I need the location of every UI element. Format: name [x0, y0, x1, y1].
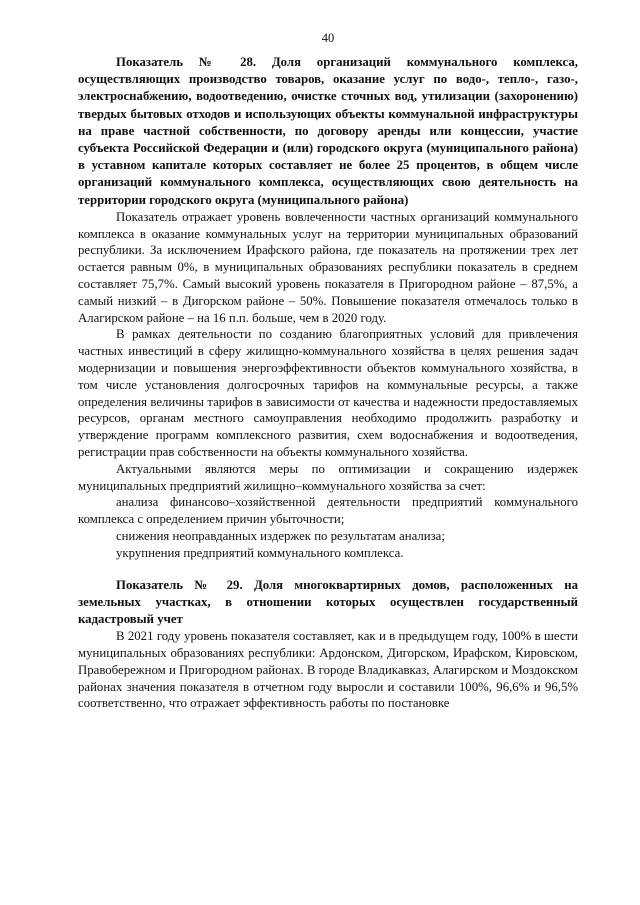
section-28-paragraph-3: Актуальными являются меры по оптимизации и сокращению издержек муниципальных предприятий жилищно–коммунального хозяйства за счет:	[78, 461, 578, 493]
section-28-title: Показатель № 28. Доля организаций коммунального комплекса, осуществляющих производство товаров, оказание услуг по водо-, тепло-, газо-, электроснабжению, водоотведению, очистке сточных вод, утилизации (захоронению) твердых бытовых отходов и использующих объекты коммунальной инфраструктуры на праве частной собственности, по договору аренды или концессии, участие субъекта Российской Федерации и (или) городского округа (муниципального района) в уставном капитале которых составляет не более 25 процентов, в общем числе организаций коммунального комплекса, осуществляющих свою деятельность на территории городского округа (муниципального района)	[78, 55, 578, 207]
section-spacer	[78, 562, 578, 577]
section-28-list-item-3: укрупнения предприятий коммунального комплекса.	[116, 545, 404, 560]
document-page	[78, 30, 578, 712]
section-29-paragraph-1: В 2021 году уровень показателя составляет, как и в предыдущем году, 100% в шести муниципальных образованиях республики: Ардонском, Дигорском, Ирафском, Кировском, Правобережном и Пригородном районах. В городе Владикавказ, Алагирском и Моздокском районах значения показателя в отчетном году выросли и составили 100%, 96,6% и 96,5% соответственно, что отражает эффективность работы по постановке	[78, 629, 578, 711]
section-29	[78, 577, 578, 713]
section-28-paragraph-2: В рамках деятельности по созданию благоприятных условий для привлечения частных инвестиций в сферу жилищно-коммунального хозяйства в целях решения задач модернизации и повышения энергоэффективности объектов коммунального хозяйства, в том числе установления долгосрочных тарифов на коммунальные ресурсы, а также определения величины тарифов в зависимости от качества и надежности предоставляемых ресурсов, органам местного самоуправления необходимо продолжить разработку и утверждение программ комплексного развития, схем водоснабжения и водоотведения, регистрации прав собственности на объекты коммунального хозяйства.	[78, 327, 578, 459]
section-29-title: Показатель № 29. Доля многоквартирных домов, расположенных на земельных участках, в отношении которых осуществлен государственный кадастровый учет	[78, 577, 578, 626]
section-28-list-item-2: снижения неоправданных издержек по результатам анализа;	[116, 528, 445, 543]
section-28-list-item-1: анализа финансово–хозяйственной деятельности предприятий коммунального комплекса с определением причин убыточности;	[78, 495, 578, 527]
section-28-paragraph-1: Показатель отражает уровень вовлеченности частных организаций коммунального комплекса в оказание коммунальных услуг на территории муниципальных образований республики. За исключением Ирафского района, где показатель на протяжении трех лет остается равным 0%, в муниципальных образованиях республики показатель в среднем составляет 75,7%. Самый высокий уровень показателя в Пригородном районе – 87,5%, а самый низкий – в Дигорском районе – 50%. Повышение показателя отмечалось только в Алагирском районе – на 16 п.п. больше, чем в 2020 году.	[78, 209, 578, 325]
section-28	[78, 54, 578, 562]
page-number: 40	[321, 31, 335, 45]
